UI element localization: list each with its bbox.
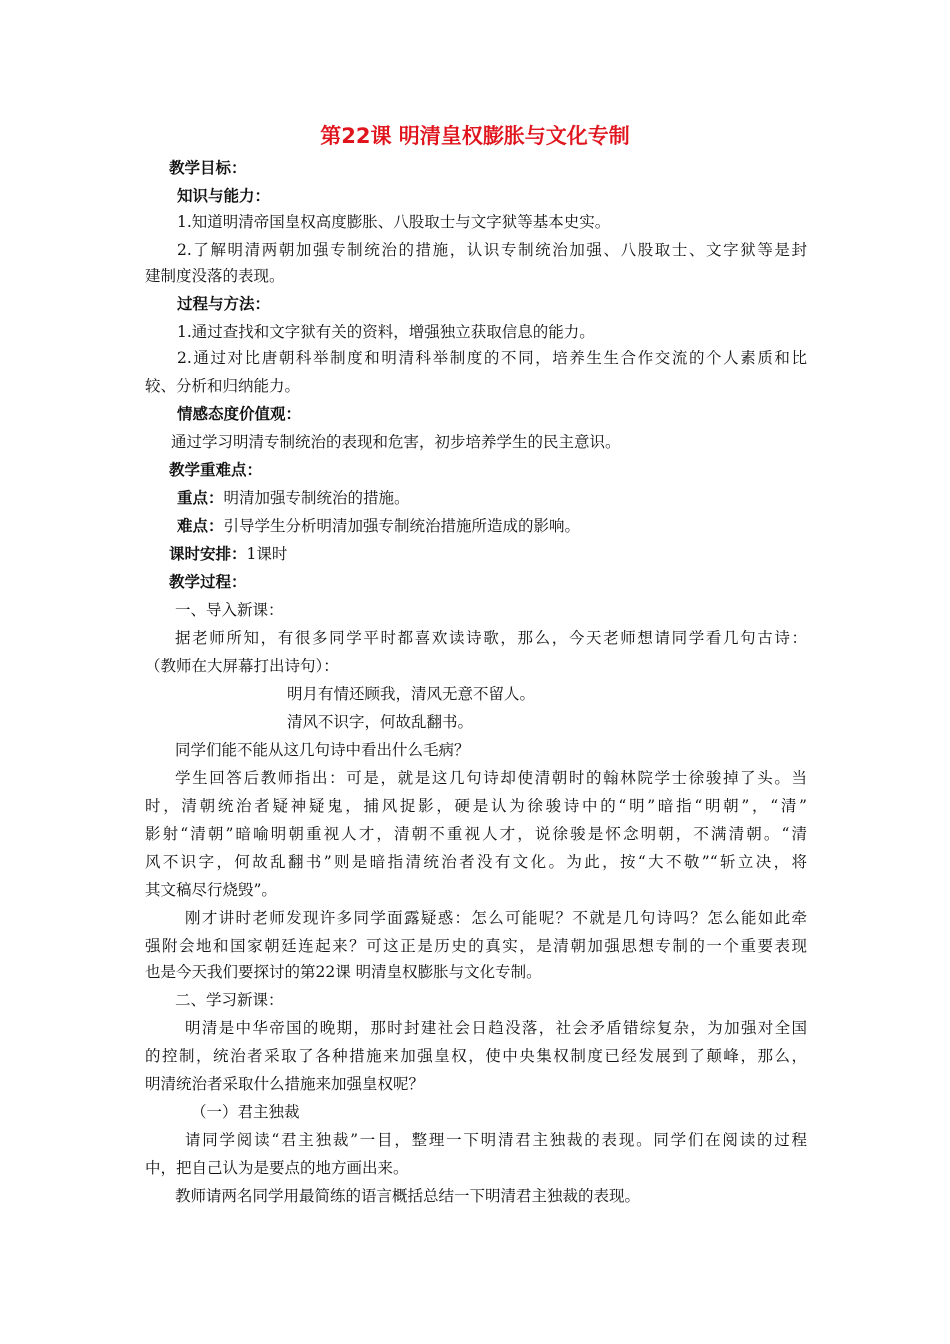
paragraph-line: 据老师所知，有很多同学平时都喜欢读诗歌，那么，今天老师想请同学看几句古诗： — [175, 629, 807, 647]
inline-text: 引导学生分析明清加强专制统治措施所造成的影响。 — [223, 517, 581, 535]
paragraph-line: 风不识字，何故乱翻书”则是暗指清统治者没有文化。为此，按“大不敬”“斩立决，将 — [145, 853, 807, 871]
section-heading: 教学过程： — [169, 573, 247, 591]
paragraph-line — [177, 516, 807, 536]
paragraph-line: 同学们能不能从这几句诗中看出什么毛病？ — [175, 741, 470, 759]
paragraph-line: 明清统治者采取什么措施来加强皇权呢？ — [145, 1075, 425, 1093]
section-heading: 知识与能力： — [177, 187, 271, 205]
paragraph-line: 影射“清朝”暗喻明朝重视人才，清朝不重视人才，说徐骏是怀念明朝，不满清朝。“清 — [145, 825, 807, 843]
paragraph-line: 明清是中华帝国的晚期，那时封建社会日趋没落，社会矛盾错综复杂，为加强对全国 — [185, 1019, 807, 1037]
section-heading: 教学重难点： — [169, 461, 263, 479]
paragraph-line: 中，把自己认为是要点的地方画出来。 — [145, 1159, 409, 1177]
paragraph-line: 通过学习明清专制统治的表现和危害，初步培养学生的民主意识。 — [171, 433, 621, 451]
section-heading: 情感态度价值观： — [177, 405, 302, 423]
paragraph-line: 刚才讲时老师发现许多同学面露疑惑：怎么可能呢？不就是几句诗吗？怎么能如此牵 — [185, 909, 807, 927]
section-heading: 过程与方法： — [177, 295, 271, 313]
paragraph-line: 请同学阅读“君主独裁”一目，整理一下明清君主独裁的表现。同学们在阅读的过程 — [185, 1131, 807, 1149]
inline-label: 重点： — [177, 489, 224, 507]
paragraph-line: 二、学习新课： — [175, 991, 284, 1009]
paragraph-line: 建制度没落的表现。 — [145, 267, 285, 285]
paragraph-line: 强附会地和国家朝廷连起来？可这正是历史的真实，是清朝加强思想专制的一个重要表现 — [145, 937, 807, 955]
lesson-title: 第22课 明清皇权膨胀与文化专制 — [320, 124, 630, 148]
paragraph-line — [177, 488, 807, 508]
paragraph-line: 2.通过对比唐朝科举制度和明清科举制度的不同，培养生生合作交流的个人素质和比 — [177, 349, 807, 367]
paragraph-line: 的控制，统治者采取了各种措施来加强皇权，使中央集权制度已经发展到了颠峰，那么， — [145, 1047, 807, 1065]
paragraph-line: 1.通过查找和文字狱有关的资料，增强独立获取信息的能力。 — [177, 323, 595, 341]
paragraph-line: 时，清朝统治者疑神疑鬼，捕风捉影，硬是认为徐骏诗中的“明”暗指“明朝”，“清” — [145, 797, 807, 815]
paragraph-line: 明月有情还顾我，清风无意不留人。 — [287, 685, 536, 703]
paragraph-line: 学生回答后教师指出：可是，就是这几句诗却使清朝时的翰林院学士徐骏掉了头。当 — [175, 769, 807, 787]
paragraph-line: 教师请两名同学用最简练的语言概括总结一下明清君主独裁的表现。 — [175, 1187, 641, 1205]
paragraph-line: 1.知道明清帝国皇权高度膨胀、八股取士与文字狱等基本史实。 — [177, 213, 611, 231]
inline-label: 课时安排： — [169, 545, 247, 563]
paragraph-line — [169, 544, 807, 564]
inline-text: 1课时 — [246, 545, 288, 563]
paragraph-line: （一）君主独裁 — [191, 1103, 300, 1121]
paragraph-line: 清风不识字，何故乱翻书。 — [287, 713, 474, 731]
paragraph-line: 其文稿尽行烧毁”。 — [145, 881, 277, 899]
section-heading: 教学目标： — [169, 159, 247, 177]
paragraph-line: 较、分析和归纳能力。 — [145, 377, 301, 395]
inline-text: 明清加强专制统治的措施。 — [223, 489, 410, 507]
paragraph-line: （教师在大屏幕打出诗句）： — [145, 657, 339, 675]
paragraph-line: 2.了解明清两朝加强专制统治的措施，认识专制统治加强、八股取士、文字狱等是封 — [177, 241, 807, 259]
inline-label: 难点： — [177, 517, 224, 535]
paragraph-line: 一、导入新课： — [175, 601, 284, 619]
paragraph-line: 也是今天我们要探讨的第22课 明清皇权膨胀与文化专制。 — [145, 963, 542, 981]
